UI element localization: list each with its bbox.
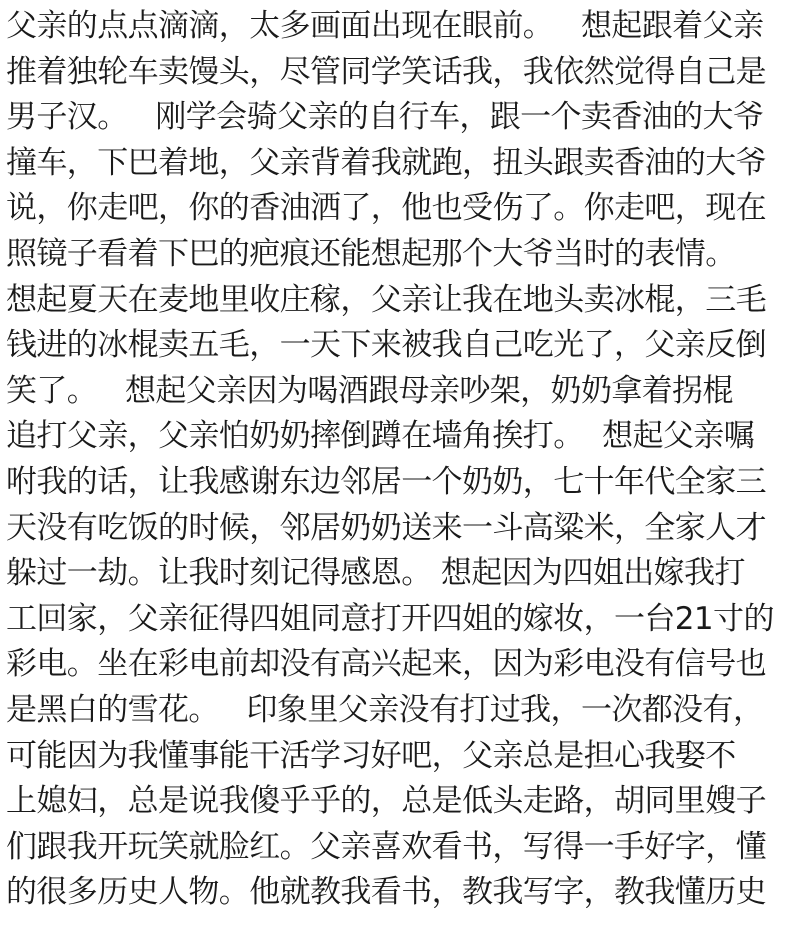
text-line: 父亲的点点滴滴，太多画面出现在眼前。 想起跟着父亲 <box>6 8 764 44</box>
text-line: 推着独轮车卖馒头，尽管同学笑话我，我依然觉得自己是 <box>6 53 766 90</box>
text-line: 躲过一劫。让我时刻记得感恩。 想起因为四姐出嫁我打 <box>6 555 745 592</box>
text-line: 想起夏天在麦地里收庄稼，父亲让我在地头卖冰棍，三毛 <box>6 281 766 318</box>
text-line: 咐我的话，让我感谢东边邻居一个奶奶，七十年代全家三 <box>6 463 766 500</box>
text-line: 钱进的冰棍卖五毛，一天下来被我自己吃光了，父亲反倒 <box>6 327 766 364</box>
text-line: 说，你走吧，你的香油洒了，他也受伤了。你走吧，现在 <box>6 190 766 227</box>
document-text <box>6 4 796 916</box>
text-line: 笑了。 想起父亲因为喝酒跟母亲吵架，奶奶拿着拐棍 <box>6 372 733 409</box>
text-line: 工回家，父亲征得四姐同意打开四姐的嫁妆，一台21寸的 <box>6 600 774 637</box>
text-line: 撞车，下巴着地，父亲背着我就跑，扭头跟卖香油的大爷 <box>6 144 766 181</box>
text-line: 上媳妇，总是说我傻乎乎的，总是低头走路，胡同里嫂子 <box>6 783 766 820</box>
text-line: 彩电。坐在彩电前却没有高兴起来，因为彩电没有信号也 <box>6 646 766 683</box>
text-line: 的很多历史人物。他就教我看书，教我写字，教我懂历史 <box>6 874 766 911</box>
text-line: 可能因为我懂事能干活学习好吧，父亲总是担心我娶不 <box>6 737 736 774</box>
text-line: 男子汉。 刚学会骑父亲的自行车，跟一个卖香油的大爷 <box>6 99 764 136</box>
text-line: 追打父亲，父亲怕奶奶摔倒蹲在墙角挨打。 想起父亲嘱 <box>6 418 755 455</box>
text-line: 天没有吃饭的时候，邻居奶奶送来一斗高粱米，全家人才 <box>6 509 766 546</box>
text-line: 是黑白的雪花。 印象里父亲没有打过我，一次都没有， <box>6 691 764 728</box>
text-line: 们跟我开玩笑就脸红。父亲喜欢看书，写得一手好字，懂 <box>6 828 766 865</box>
text-line: 照镜子看着下巴的疤痕还能想起那个大爷当时的表情。 <box>6 235 736 272</box>
